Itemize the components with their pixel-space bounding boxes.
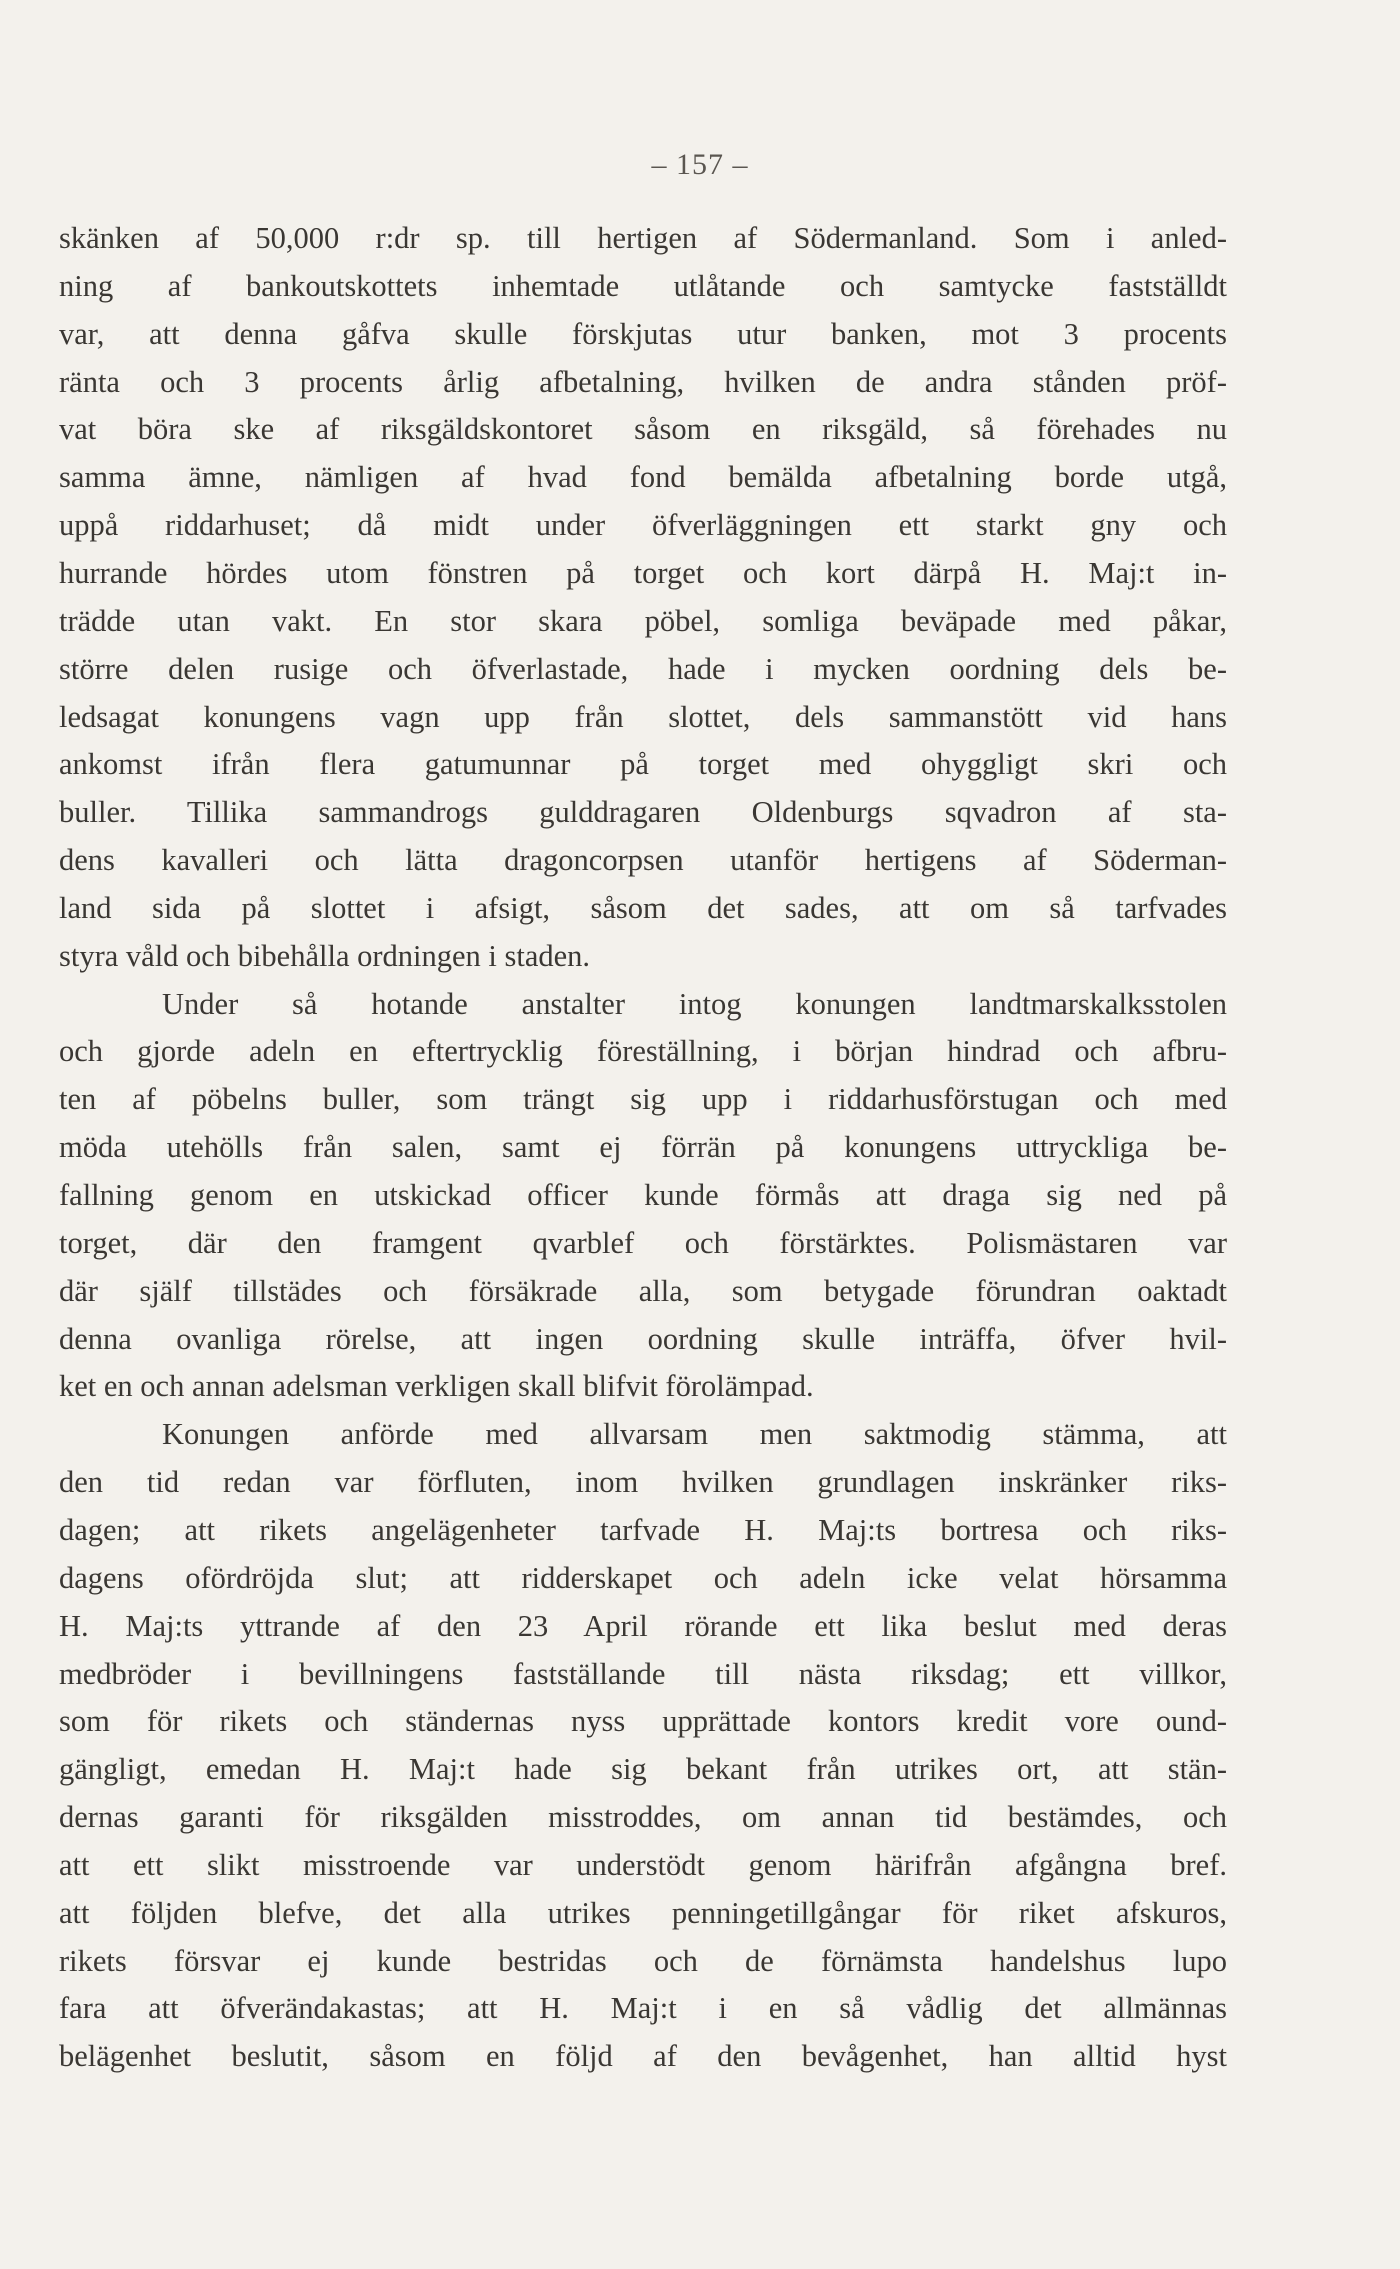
page-number: – 157 – — [651, 148, 749, 181]
text-line: uppå riddarhuset; då midt under öfverläggningen ett starkt gny och — [59, 508, 1227, 543]
text-line: vat böra ske af riksgäldskontoret såsom en riksgäld, så förehades nu — [59, 412, 1227, 447]
text-line: fara att öfverändakastas; att H. Maj:t i en så vådlig det allmännas — [59, 1991, 1227, 2026]
text-line: ledsagat konungens vagn upp från slottet, dels sammanstött vid hans — [59, 699, 1227, 734]
text-line: samma ämne, nämligen af hvad fond bemälda afbetalning borde utgå, — [59, 460, 1227, 495]
text-line: belägenhet beslutit, såsom en följd af den bevågenhet, han alltid hyst — [59, 2039, 1227, 2074]
text-line: där själf tillstädes och försäkrade alla, som betygade förundran oaktadt — [59, 1273, 1227, 1308]
text-line: styra våld och bibehålla ordningen i staden. — [59, 938, 591, 973]
text-line: att ett slikt misstroende var understödt genom härifrån afgångna bref. — [59, 1847, 1227, 1882]
text-line: var, att denna gåfva skulle förskjutas utur banken, mot 3 procents — [59, 316, 1227, 351]
text-line: Konungen anförde med allvarsam men saktmodig stämma, att — [162, 1417, 1227, 1452]
text-line: större delen rusige och öfverlastade, hade i mycken oordning dels be- — [59, 651, 1227, 686]
text-line: gängligt, emedan H. Maj:t hade sig bekant från utrikes ort, att stän- — [59, 1752, 1227, 1787]
text-line: dagens ofördröjda slut; att ridderskapet och adeln icke velat hörsamma — [59, 1560, 1227, 1595]
text-line: ning af bankoutskottets inhemtade utlåtande och samtycke fastställdt — [59, 268, 1227, 303]
text-line: buller. Tillika sammandrogs gulddragaren Oldenburgs sqvadron af sta- — [59, 795, 1227, 830]
text-line: H. Maj:ts yttrande af den 23 April rörande ett lika beslut med deras — [59, 1608, 1227, 1643]
text-line: fallning genom en utskickad officer kunde förmås att draga sig ned på — [59, 1178, 1227, 1212]
text-line: dagen; att rikets angelägenheter tarfvade H. Maj:ts bortresa och riks- — [59, 1512, 1227, 1547]
text-line: torget, där den framgent qvarblef och förstärktes. Polismästaren var — [59, 1225, 1227, 1260]
text-line: ränta och 3 procents årlig afbetalning, hvilken de andra stånden pröf- — [59, 364, 1227, 399]
text-line: ten af pöbelns buller, som trängt sig upp i riddarhusförstugan och med — [59, 1082, 1227, 1117]
text-line: ket en och annan adelsman verkligen skall blifvit förolämpad. — [59, 1369, 814, 1404]
text-line: hurrande hördes utom fönstren på torget och kort därpå H. Maj:t in- — [59, 555, 1227, 590]
text-line: rikets försvar ej kunde bestridas och de förnämsta handelshus lupo — [59, 1943, 1227, 1978]
text-line: möda utehölls från salen, samt ej förrän på konungens uttryckliga be- — [59, 1130, 1227, 1165]
text-line: och gjorde adeln en eftertrycklig föreställning, i början hindrad och afbru- — [59, 1034, 1227, 1069]
text-line: dens kavalleri och lätta dragoncorpsen utanför hertigens af Söderman- — [59, 843, 1227, 878]
text-line: skänken af 50,000 r:dr sp. till hertigen af Södermanland. Som i anled- — [59, 221, 1227, 255]
text-line: denna ovanliga rörelse, att ingen oordning skulle inträffa, öfver hvil- — [59, 1321, 1227, 1356]
text-line: land sida på slottet i afsigt, såsom det sades, att om så tarfvades — [59, 890, 1227, 925]
text-line: trädde utan vakt. En stor skara pöbel, somliga beväpade med påkar, — [59, 603, 1227, 638]
text-line: medbröder i bevillningens fastställande till nästa riksdag; ett villkor, — [59, 1656, 1227, 1691]
text-line: att följden blefve, det alla utrikes penningetillgångar för riket afskuros, — [59, 1895, 1227, 1930]
text-line: dernas garanti för riksgälden misstroddes, om annan tid bestämdes, och — [59, 1800, 1227, 1835]
text-line: den tid redan var förfluten, inom hvilken grundlagen inskränker riks- — [59, 1465, 1227, 1500]
text-line: Under så hotande anstalter intog konungen landtmarskalksstolen — [162, 986, 1227, 1021]
text-line: ankomst ifrån flera gatumunnar på torget med ohyggligt skri och — [59, 747, 1227, 782]
text-line: som för rikets och ständernas nyss upprättade kontors kredit vore ound- — [59, 1704, 1227, 1739]
